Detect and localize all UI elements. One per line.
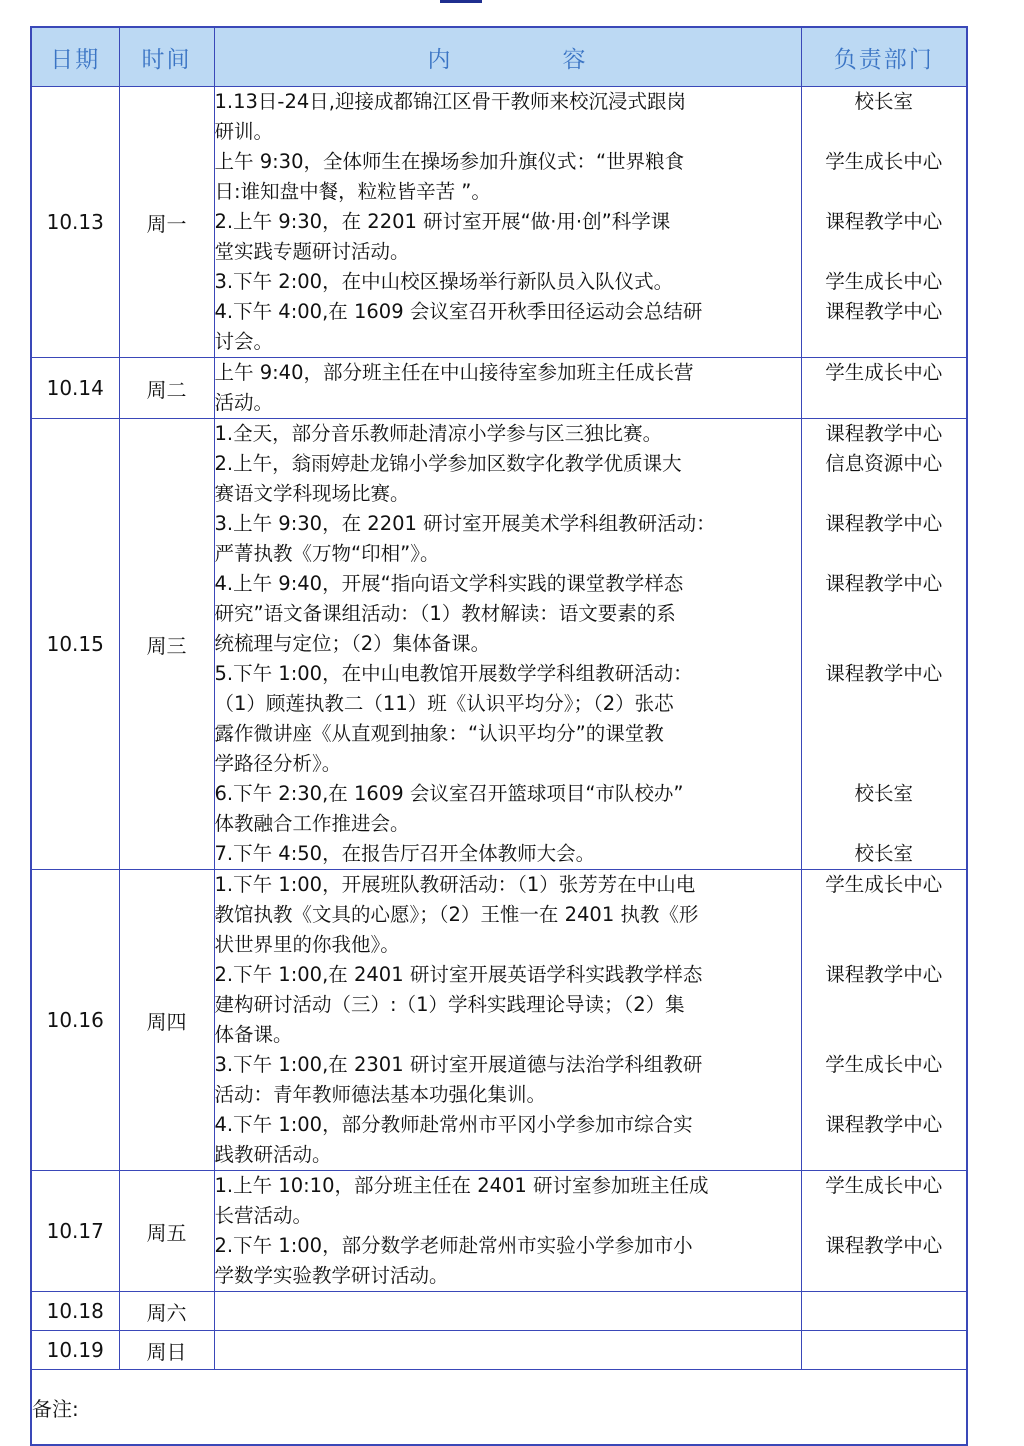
- row-weekday: 周二: [119, 358, 214, 419]
- note-row: [31, 1370, 967, 1446]
- row-date: 10.15: [31, 419, 119, 870]
- table-row: [31, 1171, 967, 1292]
- row-content: [214, 1292, 801, 1331]
- dept-line: 课程教学中心: [825, 422, 943, 445]
- content-line: 研训。: [214, 120, 274, 143]
- content-line: 教馆执教《文具的心愿》；（2）王惟一在 2401 执教《形: [214, 903, 699, 926]
- dept-line: 课程教学中心: [825, 662, 943, 685]
- content-line: 严菁执教《万物“印相”》。: [214, 542, 440, 565]
- dept-line: 课程教学中心: [825, 210, 943, 233]
- row-weekday: 周三: [119, 419, 214, 870]
- content-line: 1.上午 10:10，部分班主任在 2401 研讨室参加班主任成: [214, 1174, 709, 1197]
- dept-line: [802, 749, 967, 779]
- dept-line: 课程教学中心: [825, 300, 943, 323]
- row-dept: [801, 419, 967, 870]
- content-line: 3.上午 9:30，在 2201 研讨室开展美术学科组教研活动：: [214, 512, 716, 535]
- content-line: 1.全天，部分音乐教师赴清凉小学参与区三独比赛。: [214, 422, 663, 445]
- dept-line: [802, 177, 967, 207]
- content-line: 3.下午 1:00,在 2301 研讨室开展道德与法治学科组教研: [214, 1053, 703, 1076]
- row-content: [214, 1171, 801, 1292]
- content-line: 2.上午 9:30，在 2201 研讨室开展“做·用·创”科学课: [214, 210, 671, 233]
- row-weekday: 周四: [119, 870, 214, 1171]
- dept-line: 课程教学中心: [825, 572, 943, 595]
- content-line: 2.上午，翁雨婷赴龙锦小学参加区数字化教学优质课大: [214, 452, 682, 475]
- dept-line: [802, 1140, 967, 1170]
- row-content: [214, 87, 801, 358]
- content-line: 6.下午 2:30,在 1609 会议室召开篮球项目“市队校办”: [214, 782, 684, 805]
- content-line: 讨会。: [214, 330, 274, 353]
- content-line: 1.13日-24日,迎接成都锦江区骨干教师来校沉浸式跟岗: [214, 90, 686, 113]
- table-row: [31, 1331, 967, 1370]
- dept-line: 学生成长中心: [825, 1053, 943, 1076]
- top-rule: [440, 0, 482, 3]
- dept-line: [802, 629, 967, 659]
- row-content: [214, 1331, 801, 1370]
- row-date: 10.14: [31, 358, 119, 419]
- content-line: 堂实践专题研讨活动。: [214, 240, 410, 263]
- content-line: 4.下午 1:00，部分教师赴常州市平冈小学参加市综合实: [214, 1113, 693, 1136]
- dept-line: [802, 719, 967, 749]
- content-line: 建构研讨活动（三）:（1）学科实践理论导读；（2）集: [214, 993, 685, 1016]
- content-line: 活动。: [214, 391, 274, 414]
- dept-line: 校长室: [854, 90, 913, 113]
- content-line: 研究”语文备课组活动：（1）教材解读：语文要素的系: [214, 602, 676, 625]
- content-line: 露作微讲座《从直观到抽象：“认识平均分”的课堂教: [214, 722, 664, 745]
- header-dept: 负责部门: [801, 27, 967, 87]
- dept-line: 学生成长中心: [825, 1174, 943, 1197]
- table-row: [31, 358, 967, 419]
- content-line: 长营活动。: [214, 1204, 313, 1227]
- header-content-b: 容: [562, 46, 588, 73]
- dept-line: [802, 539, 967, 569]
- row-dept: [801, 870, 967, 1171]
- content-line: 2.下午 1:00,在 2401 研讨室开展英语学科实践教学样态: [214, 963, 703, 986]
- content-line: 日:谁知盘中餐，粒粒皆辛苦 ”。: [214, 180, 491, 203]
- content-line: 赛语文学科现场比赛。: [214, 482, 410, 505]
- dept-line: [802, 1261, 967, 1291]
- dept-line: 校长室: [854, 782, 913, 805]
- row-dept: [801, 358, 967, 419]
- dept-line: [802, 327, 967, 357]
- table-row: [31, 1292, 967, 1331]
- content-line: 上午 9:30，全体师生在操场参加升旗仪式：“世界粮食: [214, 150, 685, 173]
- row-dept: [801, 87, 967, 358]
- dept-line: 课程教学中心: [825, 512, 943, 535]
- row-date: 10.17: [31, 1171, 119, 1292]
- row-weekday: 周六: [119, 1292, 214, 1331]
- content-line: 3.下午 2:00，在中山校区操场举行新队员入队仪式。: [214, 270, 674, 293]
- dept-line: [802, 599, 967, 629]
- dept-line: [802, 479, 967, 509]
- content-line: 状世界里的你我他》。: [214, 933, 400, 956]
- row-weekday: 周一: [119, 87, 214, 358]
- dept-line: 信息资源中心: [825, 452, 943, 475]
- dept-line: [802, 1080, 967, 1110]
- dept-line: 学生成长中心: [825, 150, 943, 173]
- table-row: [31, 87, 967, 358]
- dept-line: 校长室: [854, 842, 913, 865]
- content-line: 活动：青年教师德法基本功强化集训。: [214, 1083, 547, 1106]
- row-date: 10.16: [31, 870, 119, 1171]
- dept-line: [802, 117, 967, 147]
- dept-line: [802, 237, 967, 267]
- content-line: 2.下午 1:00，部分数学老师赴常州市实验小学参加市小: [214, 1234, 693, 1257]
- header-time: 时间: [119, 27, 214, 87]
- table-row: [31, 870, 967, 1171]
- header-content: [214, 27, 801, 87]
- dept-line: 学生成长中心: [825, 270, 943, 293]
- row-dept: [801, 1171, 967, 1292]
- content-line: 体备课。: [214, 1023, 293, 1046]
- header-row: [31, 27, 967, 87]
- content-line: 践教研活动。: [214, 1143, 332, 1166]
- row-date: 10.19: [31, 1331, 119, 1370]
- content-line: （1）顾莲执教二（11）班《认识平均分》；（2）张芯: [214, 692, 674, 715]
- row-weekday: 周日: [119, 1331, 214, 1370]
- row-content: [214, 870, 801, 1171]
- row-dept: [801, 1292, 967, 1331]
- dept-line: [802, 900, 967, 930]
- dept-line: 学生成长中心: [825, 361, 943, 384]
- dept-line: 课程教学中心: [825, 1234, 943, 1257]
- row-date: 10.18: [31, 1292, 119, 1331]
- dept-line: [802, 689, 967, 719]
- content-line: 4.上午 9:40，开展“指向语文学科实践的课堂教学样态: [214, 572, 684, 595]
- content-line: 1.下午 1:00，开展班队教研活动：（1）张芳芳在中山电: [214, 873, 696, 896]
- content-line: 学数学实验教学研讨活动。: [214, 1264, 449, 1287]
- dept-line: [802, 1201, 967, 1231]
- row-content: [214, 419, 801, 870]
- dept-line: [802, 1020, 967, 1050]
- table-row: [31, 419, 967, 870]
- row-weekday: 周五: [119, 1171, 214, 1292]
- dept-line: [802, 990, 967, 1020]
- content-line: 上午 9:40，部分班主任在中山接待室参加班主任成长营: [214, 361, 694, 384]
- content-line: 学路径分析》。: [214, 752, 342, 775]
- row-content: [214, 358, 801, 419]
- dept-line: 课程教学中心: [825, 1113, 943, 1136]
- content-line: 5.下午 1:00，在中山电教馆开展数学学科组教研活动：: [214, 662, 693, 685]
- dept-line: [802, 388, 967, 418]
- dept-line: [802, 809, 967, 839]
- dept-line: [802, 930, 967, 960]
- note-label: 备注:: [31, 1370, 967, 1446]
- content-line: 4.下午 4:00,在 1609 会议室召开秋季田径运动会总结研: [214, 300, 703, 323]
- row-date: 10.13: [31, 87, 119, 358]
- row-dept: [801, 1331, 967, 1370]
- content-line: 7.下午 4:50，在报告厅召开全体教师大会。: [214, 842, 596, 865]
- dept-line: 课程教学中心: [825, 963, 943, 986]
- content-line: 体教融合工作推进会。: [214, 812, 410, 835]
- dept-line: 学生成长中心: [825, 873, 943, 896]
- weekly-schedule-table: [30, 26, 968, 1446]
- header-date: 日期: [31, 27, 119, 87]
- content-line: 统梳理与定位；（2）集体备课。: [214, 632, 491, 655]
- header-content-a: 内: [427, 46, 453, 73]
